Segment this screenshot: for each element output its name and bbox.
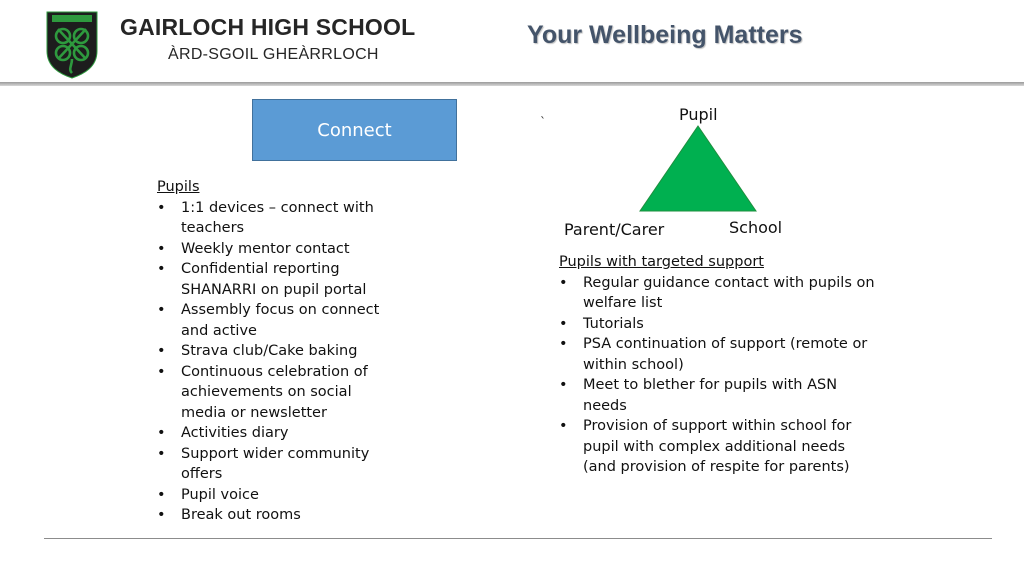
list-item: • Continuous celebration of achievements on social media or newsletter (157, 362, 387, 424)
connect-box (252, 99, 457, 161)
list-item: • Tutorials (559, 314, 879, 335)
triangle-label-pupil: Pupil (679, 105, 718, 124)
list-item: • Support wider community offers (157, 444, 387, 485)
school-name: GAIRLOCH HIGH SCHOOL (120, 14, 416, 40)
list-item: • Meet to blether for pupils with ASN needs (559, 375, 879, 416)
targeted-support-list (559, 273, 879, 478)
school-crest-logo (46, 11, 98, 79)
list-item: • Pupil voice (157, 485, 387, 506)
list-item: • Provision of support within school for pupil with complex additional needs (and provision of respite for parents) (559, 416, 879, 478)
list-item: • Weekly mentor contact (157, 239, 387, 260)
pupils-list-block (157, 177, 387, 526)
triangle-label-school: School (729, 218, 783, 237)
slide-title: Your Wellbeing Matters (527, 21, 803, 49)
targeted-support-heading: Pupils with targeted support (559, 254, 764, 270)
list-item: • 1:1 devices – connect with teachers (157, 198, 387, 239)
triangle-label-parent-carer: Parent/Carer (564, 220, 665, 239)
header-divider (0, 82, 1024, 86)
triangle-shape (640, 126, 756, 211)
pupils-list (157, 198, 387, 526)
footer-divider (44, 538, 992, 539)
list-item: • Activities diary (157, 423, 387, 444)
list-item: • Strava club/Cake baking (157, 341, 387, 362)
list-item: • Assembly focus on connect and active (157, 300, 387, 341)
list-item: • Confidential reporting SHANARRI on pupil portal (157, 259, 387, 300)
header (0, 0, 1024, 82)
pupils-heading: Pupils (157, 179, 200, 195)
list-item: • Break out rooms (157, 505, 387, 526)
connect-label: Connect (317, 119, 392, 141)
relationship-triangle (638, 125, 758, 212)
list-item: • PSA continuation of support (remote or within school) (559, 334, 879, 375)
stray-mark: ` (540, 115, 546, 129)
school-name-gaelic: ÀRD-SGOIL GHEÀRRLOCH (168, 46, 379, 63)
list-item: • Regular guidance contact with pupils on welfare list (559, 273, 879, 314)
targeted-support-block (559, 252, 879, 478)
